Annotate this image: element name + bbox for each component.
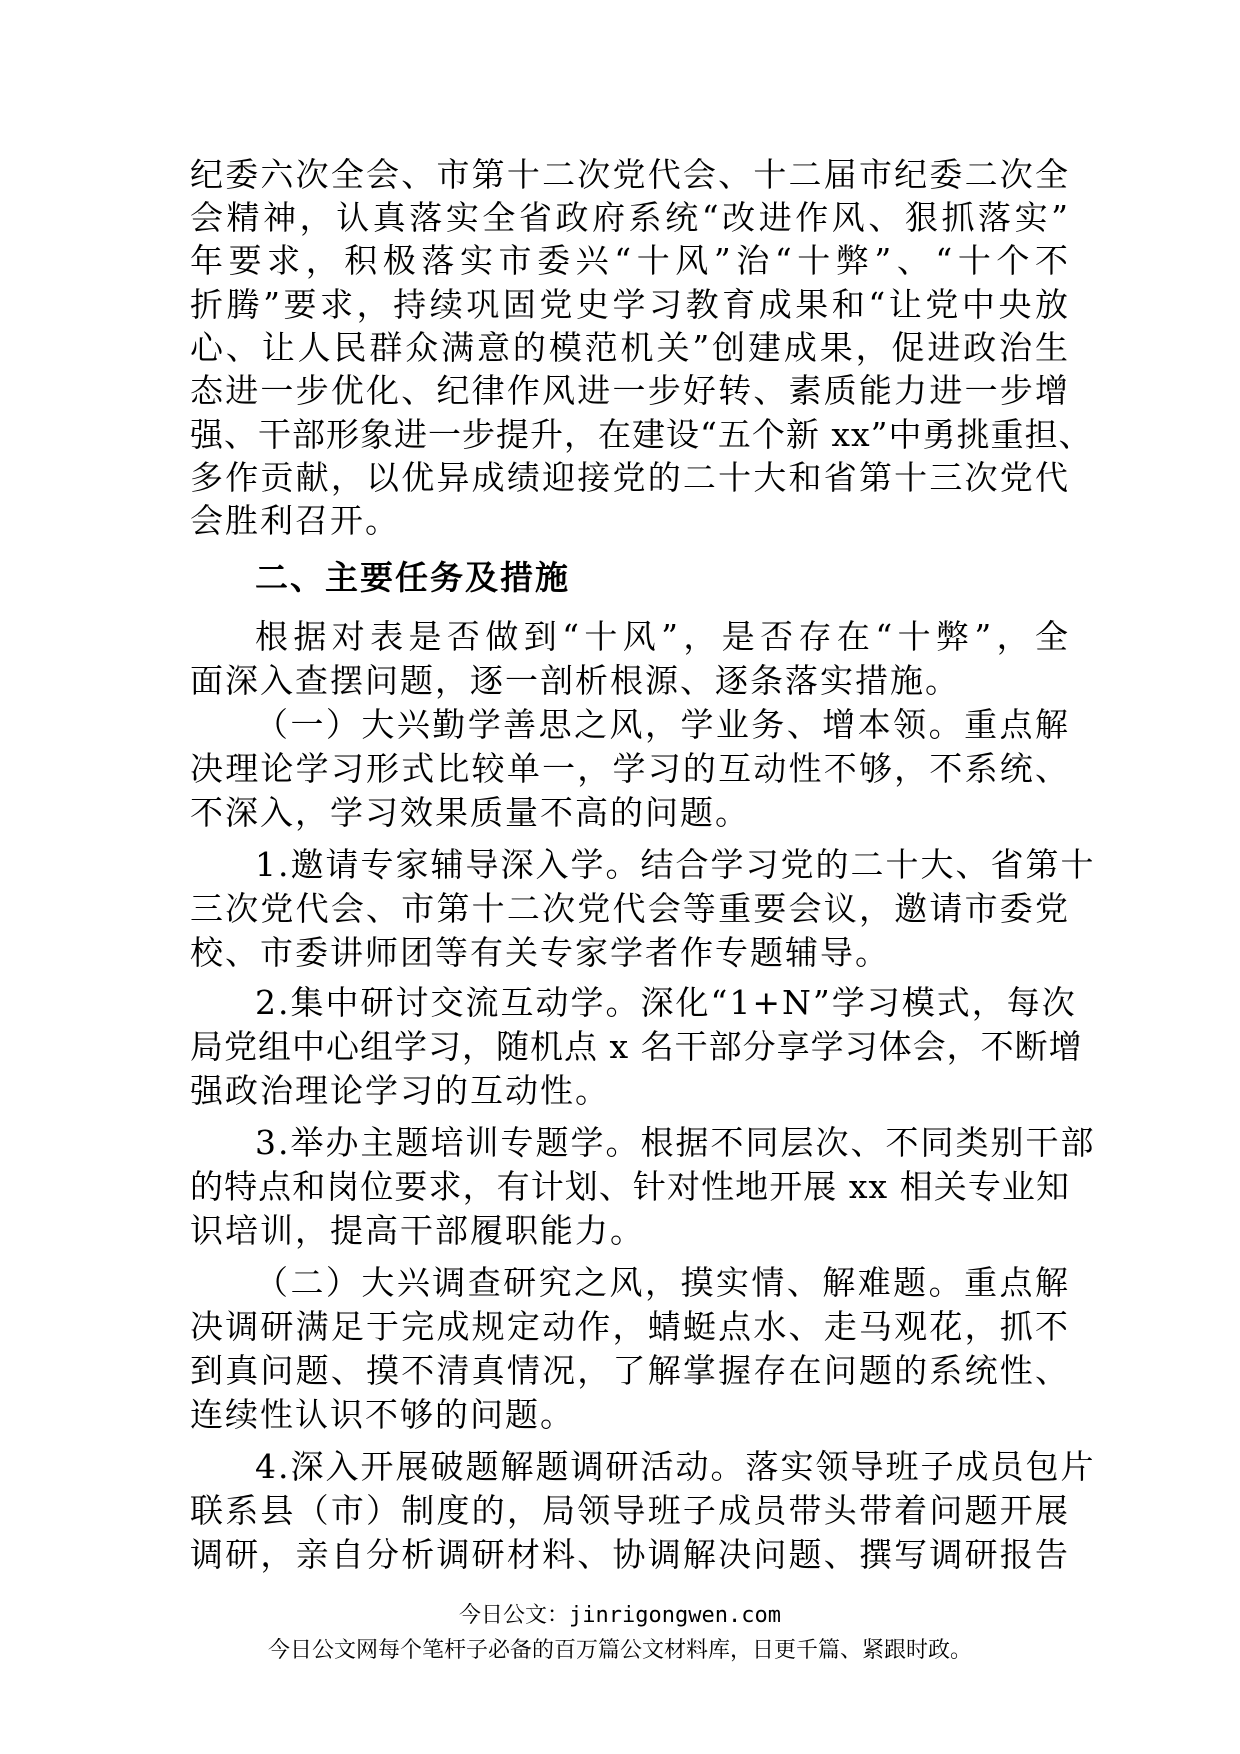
body-line: 折腾”要求，持续巩固党史学习教育成果和“让党中央放	[190, 285, 1070, 324]
body-line: 到真问题、摸不清真情况，了解掌握存在问题的系统性、	[190, 1351, 1070, 1390]
body-line: 识培训，提高干部履职能力。	[190, 1211, 645, 1250]
body-line: 决理论学习形式比较单一，学习的互动性不够，不系统、	[190, 749, 1070, 788]
body-line: 的特点和岗位要求，有计划、针对性地开展 xx 相关专业知	[190, 1167, 1070, 1206]
body-line: 调研，亲自分析调研材料、协调解决问题、撰写调研报告	[190, 1535, 1070, 1574]
footer-brand-label: 今日公文：	[459, 1603, 570, 1628]
body-line: 态进一步优化、纪律作风进一步好转、素质能力进一步增	[190, 371, 1070, 410]
item-1-line: 1.邀请专家辅导深入学。结合学习党的二十大、省第十	[255, 845, 1096, 884]
body-line: 联系县（市）制度的，局领导班子成员带头带着问题开展	[190, 1491, 1070, 1530]
paragraph-first-line: 根据对表是否做到“十风”，是否存在“十弊”，全	[255, 617, 1070, 656]
item-4-line: 4.深入开展破题解题调研活动。落实领导班子成员包片	[255, 1447, 1096, 1486]
body-line: 不深入，学习效果质量不高的问题。	[190, 793, 750, 832]
subsection-heading: （二）大兴调查研究之风，摸实情、解难题。重点解	[255, 1263, 1070, 1302]
body-line: 决调研满足于完成规定动作，蜻蜓点水、走马观花，抓不	[190, 1307, 1070, 1346]
item-3-line: 3.举办主题培训专题学。根据不同层次、不同类别干部	[255, 1123, 1096, 1162]
item-2-line: 2.集中研讨交流互动学。深化“1+N”学习模式，每次	[255, 983, 1077, 1022]
body-line: 会胜利召开。	[190, 501, 400, 540]
body-line: 局党组中心组学习，随机点 x 名干部分享学习体会，不断增	[190, 1027, 1083, 1066]
body-line: 多作贡献，以优异成绩迎接党的二十大和省第十三次党代	[190, 458, 1070, 497]
body-line: 面深入查摆问题，逐一剖析根源、逐条落实措施。	[190, 661, 960, 700]
body-line: 三次党代会、市第十二次党代会等重要会议，邀请市委党	[190, 889, 1070, 928]
body-line: 连续性认识不够的问题。	[190, 1395, 575, 1434]
body-line: 心、让人民群众满意的模范机关”创建成果，促进政治生	[190, 328, 1070, 367]
body-line: 年要求，积极落实市委兴“十风”治“十弊”、“十个不	[190, 241, 1070, 280]
subsection-heading: （一）大兴勤学善思之风，学业务、增本领。重点解	[255, 705, 1070, 744]
body-line: 强政治理论学习的互动性。	[190, 1071, 610, 1110]
footer-brand	[0, 1598, 1240, 1629]
body-line: 纪委六次全会、市第十二次党代会、十二届市纪委二次全	[190, 155, 1070, 194]
footer-site-link[interactable]: jinrigongwen.com	[569, 1603, 781, 1628]
section-heading: 二、主要任务及措施	[255, 558, 570, 597]
footer-slogan: 今日公文网每个笔杆子必备的百万篇公文材料库，日更千篇、紧跟时政。	[267, 1638, 972, 1663]
body-line: 校、市委讲师团等有关专家学者作专题辅导。	[190, 933, 890, 972]
body-line: 会精神，认真落实全省政府系统“改进作风、狠抓落实”	[190, 198, 1070, 237]
body-line: 强、干部形象进一步提升，在建设“五个新 xx”中勇挑重担、	[190, 415, 1093, 454]
